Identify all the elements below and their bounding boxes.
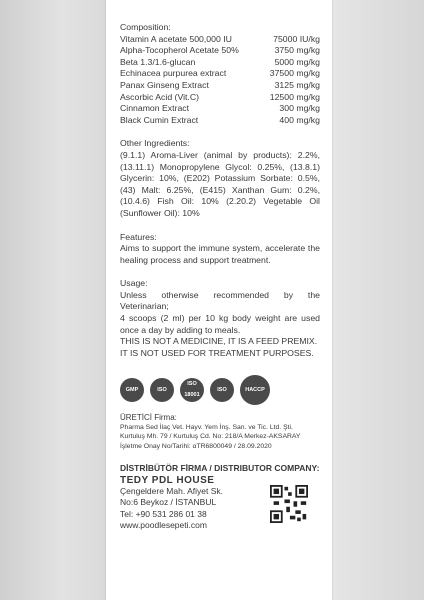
ingredient-name: Vitamin A acetate 500,000 IU: [120, 33, 232, 44]
composition-heading: Composition:: [120, 22, 171, 32]
iso-18001-logo: ISO 18001: [180, 378, 204, 402]
other-ingredients-heading: Other Ingredients:: [120, 138, 190, 149]
haccp-logo: HACCP: [240, 375, 270, 405]
iso-logo: ISO: [150, 378, 174, 402]
ingredient-name: Ascorbic Acid (Vit.C): [120, 91, 200, 102]
usage-line-3: THIS IS NOT A MEDICINE, IT IS A FEED PREMIX.: [120, 336, 318, 347]
ingredient-value: 12500 mg/kg: [269, 91, 320, 102]
ingredient-name: Panax Ginseng Extract: [120, 79, 209, 90]
ingredient-value: 400 mg/kg: [279, 114, 320, 125]
distributor-section: [120, 463, 320, 532]
background-left: [0, 0, 100, 600]
distributor-name: TEDY PDL HOUSE: [120, 475, 215, 487]
composition-row: [120, 92, 320, 104]
composition-row: [120, 57, 320, 69]
background-right: [332, 0, 424, 600]
composition-row: [120, 45, 320, 57]
iso-certified-logo: ISO: [210, 378, 234, 402]
distributor-phone: Tel: +90 531 286 01 38: [120, 508, 207, 519]
ingredient-value: 3125 mg/kg: [274, 79, 320, 90]
ingredient-name: Alpha-Tocopherol Acetate 50%: [120, 45, 239, 56]
usage-line-1: Unless otherwise recommended by the Veterinarian;: [120, 289, 320, 312]
qr-code-icon: [270, 485, 308, 523]
composition-table: [120, 34, 320, 127]
ingredient-value: 3750 mg/kg: [274, 45, 320, 56]
ingredient-value: 37500 mg/kg: [269, 68, 320, 79]
manufacturer-line-2: Kurtuluş Mh. 79 / Kurtuluş Cd. No: 218/A Merkez-AKSARAY: [120, 433, 301, 441]
features-section: [120, 232, 320, 267]
composition-row: [120, 115, 320, 127]
ingredient-name: Cinnamon Extract: [120, 103, 190, 114]
composition-row: [120, 80, 320, 92]
usage-heading: Usage:: [120, 278, 148, 289]
product-label: [106, 0, 332, 600]
manufacturer-heading: ÜRETİCİ Firma:: [120, 413, 177, 423]
gmp-logo: GMP: [120, 378, 144, 402]
usage-line-2: 4 scoops (2 ml) per 10 kg body weight are used once a day by adding to meals.: [120, 313, 320, 335]
composition-row: [120, 68, 320, 80]
distributor-heading: DİSTRİBÜTÖR FİRMA / DISTRIBUTOR COMPANY:: [120, 463, 320, 474]
usage-section: [120, 278, 320, 359]
certification-logos: [120, 373, 320, 407]
label-content: [120, 22, 320, 532]
usage-line-4: IT IS NOT USED FOR TREATMENT PURPOSES.: [120, 347, 314, 358]
other-ingredients-section: [120, 138, 320, 219]
ingredient-value: 5000 mg/kg: [274, 56, 320, 67]
distributor-address-2: No:6 Beykoz / İSTANBUL: [120, 497, 217, 508]
manufacturer-line-1: Pharma Sed İlaç Vet. Hayv. Yem İnş. San. ve Tic. Ltd. Şti.: [120, 423, 293, 431]
ingredient-name: Beta 1.3/1.6-glucan: [120, 56, 196, 67]
composition-row: [120, 34, 320, 46]
features-text: Aims to support the immune system, accelerate the healing process and support treatment.: [120, 243, 320, 265]
ingredient-name: Echinacea purpurea extract: [120, 68, 227, 79]
manufacturer-section: [120, 413, 320, 451]
distributor-address-1: Çengeldere Mah. Afiyet Sk.: [120, 486, 224, 497]
composition-row: [120, 103, 320, 115]
ingredient-value: 75000 IU/kg: [273, 33, 320, 44]
ingredient-value: 300 mg/kg: [279, 103, 320, 114]
distributor-website: www.poodlesepeti.com: [120, 520, 207, 531]
manufacturer-line-3: İşletme Onay No/Tarihi: αTR6800049 / 28.09.2020: [120, 442, 272, 450]
ingredient-name: Black Cumin Extract: [120, 114, 199, 125]
features-heading: Features:: [120, 231, 157, 242]
other-ingredients-text: (9.1.1) Aroma-Liver (animal by products): 2.2%, (13.11.1) Monopropylene Glycol: 0.25%, (13.8.1) Glycerin: 10%, (E202) Potassium Sorbate: 0.5%, (43) Malt: 6.25%, (E415) Xanthan Gum: 0.2%, (10.4.6) Fish Oil: 10% (2.20.2) Vegetable Oil (Sunflower Oil): 10%: [120, 149, 320, 218]
